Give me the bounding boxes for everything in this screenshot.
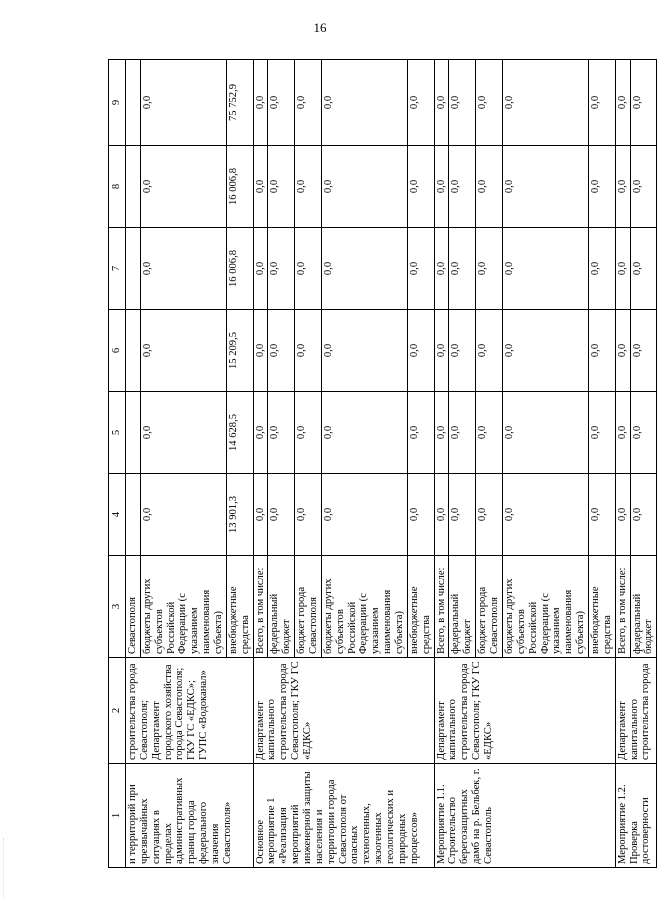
value-cell: 14 628,5 <box>226 392 253 474</box>
header-cell: 9 <box>109 60 126 146</box>
activity-name-cell: Мероприятие 1.1. Строительство берегозащитных дамб на р. Бельбек, г. Севастополь <box>434 764 615 868</box>
value-cell <box>126 310 141 392</box>
value-cell: 0,0 <box>630 392 657 474</box>
funding-source-cell: бюджеты других субъектов Российской Федерации (с указанием наименования субъекта) <box>321 556 407 658</box>
value-cell: 0,0 <box>588 228 615 310</box>
value-cell: 0,0 <box>321 228 407 310</box>
value-cell <box>126 146 141 228</box>
value-cell: 0,0 <box>434 474 449 556</box>
header-cell: 7 <box>109 228 126 310</box>
executor-cell: строительства города Севастополя; Департамент городского хозяйства города Севастополя; ГКУ ГС «ЕДКС»; ГУПС «Водоканал» <box>126 658 254 764</box>
value-cell: 16 006,8 <box>226 146 253 228</box>
value-cell: 0,0 <box>476 228 503 310</box>
funding-source-cell: Всего, в том числе: <box>434 556 449 658</box>
value-cell: 0,0 <box>449 474 476 556</box>
value-cell <box>126 474 141 556</box>
value-cell: 0,0 <box>407 310 434 392</box>
value-cell: 0,0 <box>502 392 588 474</box>
executor-cell: Департамент капитального строительства города Севастополя; ГКУ ГС «ЕДКС» <box>434 658 615 764</box>
table-row <box>615 60 630 868</box>
value-cell: 0,0 <box>268 228 295 310</box>
funding-source-cell: бюджеты других субъектов Российской Федерации (с указанием наименования субъекта) <box>140 556 226 658</box>
value-cell: 0,0 <box>588 60 615 146</box>
value-cell: 0,0 <box>630 60 657 146</box>
value-cell: 0,0 <box>449 392 476 474</box>
value-cell: 0,0 <box>140 60 226 146</box>
value-cell: 0,0 <box>615 146 630 228</box>
value-cell: 0,0 <box>476 474 503 556</box>
value-cell: 0,0 <box>434 228 449 310</box>
value-cell: 0,0 <box>295 60 322 146</box>
value-cell: 0,0 <box>476 392 503 474</box>
value-cell: 0,0 <box>434 146 449 228</box>
value-cell: 0,0 <box>321 310 407 392</box>
table-body <box>109 60 657 868</box>
value-cell: 0,0 <box>140 146 226 228</box>
funding-source-cell: бюджет города Севастополя <box>476 556 503 658</box>
value-cell: 0,0 <box>434 60 449 146</box>
value-cell: 0,0 <box>434 310 449 392</box>
value-cell: 0,0 <box>407 228 434 310</box>
value-cell: 0,0 <box>615 228 630 310</box>
header-cell: 4 <box>109 474 126 556</box>
header-cell: 2 <box>109 658 126 764</box>
funding-source-cell: федеральный бюджет <box>449 556 476 658</box>
funding-source-cell: Всего, в том числе: <box>253 556 268 658</box>
value-cell: 0,0 <box>321 392 407 474</box>
value-cell: 0,0 <box>140 474 226 556</box>
value-cell: 0,0 <box>449 146 476 228</box>
value-cell: 0,0 <box>321 146 407 228</box>
value-cell: 0,0 <box>588 310 615 392</box>
value-cell: 0,0 <box>615 392 630 474</box>
value-cell: 0,0 <box>140 228 226 310</box>
activity-name-cell: и территорий при чрезвычайных ситуациях в пределах административных границ города федерального значения Севастополя» <box>126 764 254 868</box>
value-cell: 0,0 <box>253 310 268 392</box>
value-cell: 0,0 <box>502 310 588 392</box>
funding-source-cell: Всего, в том числе: <box>615 556 630 658</box>
value-cell: 0,0 <box>268 474 295 556</box>
value-cell: 0,0 <box>434 392 449 474</box>
activity-name-cell: Основное мероприятие 1 «Реализация мероприятий инженерной защиты населения и территории города Севастополя от опасных техногенных, экзогенных геологических и природных процессов» <box>253 764 434 868</box>
value-cell: 0,0 <box>502 474 588 556</box>
value-cell: 13 901,3 <box>226 474 253 556</box>
value-cell: 0,0 <box>295 146 322 228</box>
value-cell: 0,0 <box>476 60 503 146</box>
budget-table <box>108 59 657 868</box>
value-cell: 0,0 <box>588 146 615 228</box>
value-cell: 0,0 <box>140 310 226 392</box>
value-cell: 0,0 <box>476 146 503 228</box>
value-cell: 0,0 <box>588 392 615 474</box>
header-row <box>109 60 126 868</box>
value-cell <box>126 228 141 310</box>
value-cell: 0,0 <box>321 474 407 556</box>
header-cell: 5 <box>109 392 126 474</box>
value-cell: 0,0 <box>630 228 657 310</box>
funding-source-cell: федеральный бюджет <box>268 556 295 658</box>
value-cell: 75 752,9 <box>226 60 253 146</box>
value-cell: 0,0 <box>295 392 322 474</box>
value-cell <box>126 60 141 146</box>
header-cell: 6 <box>109 310 126 392</box>
activity-name-cell: Мероприятие 1.2. Проверка достоверности <box>615 764 657 868</box>
funding-source-cell: бюджеты других субъектов Российской Федерации (с указанием наименования субъекта) <box>502 556 588 658</box>
value-cell: 0,0 <box>407 146 434 228</box>
scan-edge-artifact <box>3 838 10 898</box>
value-cell: 0,0 <box>253 228 268 310</box>
value-cell: 0,0 <box>140 392 226 474</box>
value-cell: 0,0 <box>502 228 588 310</box>
value-cell: 0,0 <box>630 310 657 392</box>
value-cell: 0,0 <box>268 310 295 392</box>
funding-source-cell: внебюджетные средства <box>226 556 253 658</box>
value-cell: 0,0 <box>253 392 268 474</box>
header-cell: 8 <box>109 146 126 228</box>
value-cell: 0,0 <box>449 228 476 310</box>
funding-source-cell: внебюджетные средства <box>407 556 434 658</box>
value-cell: 0,0 <box>295 474 322 556</box>
value-cell: 0,0 <box>615 474 630 556</box>
rotated-table-area <box>108 60 655 868</box>
executor-cell: Департамент капитального строительства города <box>615 658 657 764</box>
value-cell: 0,0 <box>321 60 407 146</box>
value-cell: 0,0 <box>253 474 268 556</box>
executor-cell: Департамент капитального строительства города Севастополя; ГКУ ГС «ЕДКС» <box>253 658 434 764</box>
table-row <box>434 60 449 868</box>
value-cell <box>126 392 141 474</box>
value-cell: 0,0 <box>615 60 630 146</box>
funding-source-cell: внебюджетные средства <box>588 556 615 658</box>
value-cell: 0,0 <box>253 146 268 228</box>
value-cell: 0,0 <box>476 310 503 392</box>
value-cell: 0,0 <box>502 60 588 146</box>
value-cell: 0,0 <box>268 60 295 146</box>
value-cell: 0,0 <box>407 392 434 474</box>
value-cell: 0,0 <box>253 60 268 146</box>
value-cell: 0,0 <box>449 60 476 146</box>
funding-source-cell: федеральный бюджет <box>630 556 657 658</box>
rotated-table-container <box>108 60 655 868</box>
value-cell: 0,0 <box>630 474 657 556</box>
value-cell: 0,0 <box>268 146 295 228</box>
value-cell: 15 209,5 <box>226 310 253 392</box>
header-cell: 1 <box>109 764 126 868</box>
funding-source-cell: бюджет города Севастополя <box>295 556 322 658</box>
value-cell: 0,0 <box>449 310 476 392</box>
page-number: 16 <box>313 20 327 35</box>
value-cell: 16 006,8 <box>226 228 253 310</box>
header-cell: 3 <box>109 556 126 658</box>
value-cell: 0,0 <box>407 474 434 556</box>
value-cell: 0,0 <box>268 392 295 474</box>
value-cell: 0,0 <box>407 60 434 146</box>
table-row <box>126 60 141 868</box>
value-cell: 0,0 <box>295 310 322 392</box>
value-cell: 0,0 <box>615 310 630 392</box>
funding-source-cell: Севастополя <box>126 556 141 658</box>
table-row <box>253 60 268 868</box>
value-cell: 0,0 <box>502 146 588 228</box>
value-cell: 0,0 <box>630 146 657 228</box>
value-cell: 0,0 <box>588 474 615 556</box>
value-cell: 0,0 <box>295 228 322 310</box>
